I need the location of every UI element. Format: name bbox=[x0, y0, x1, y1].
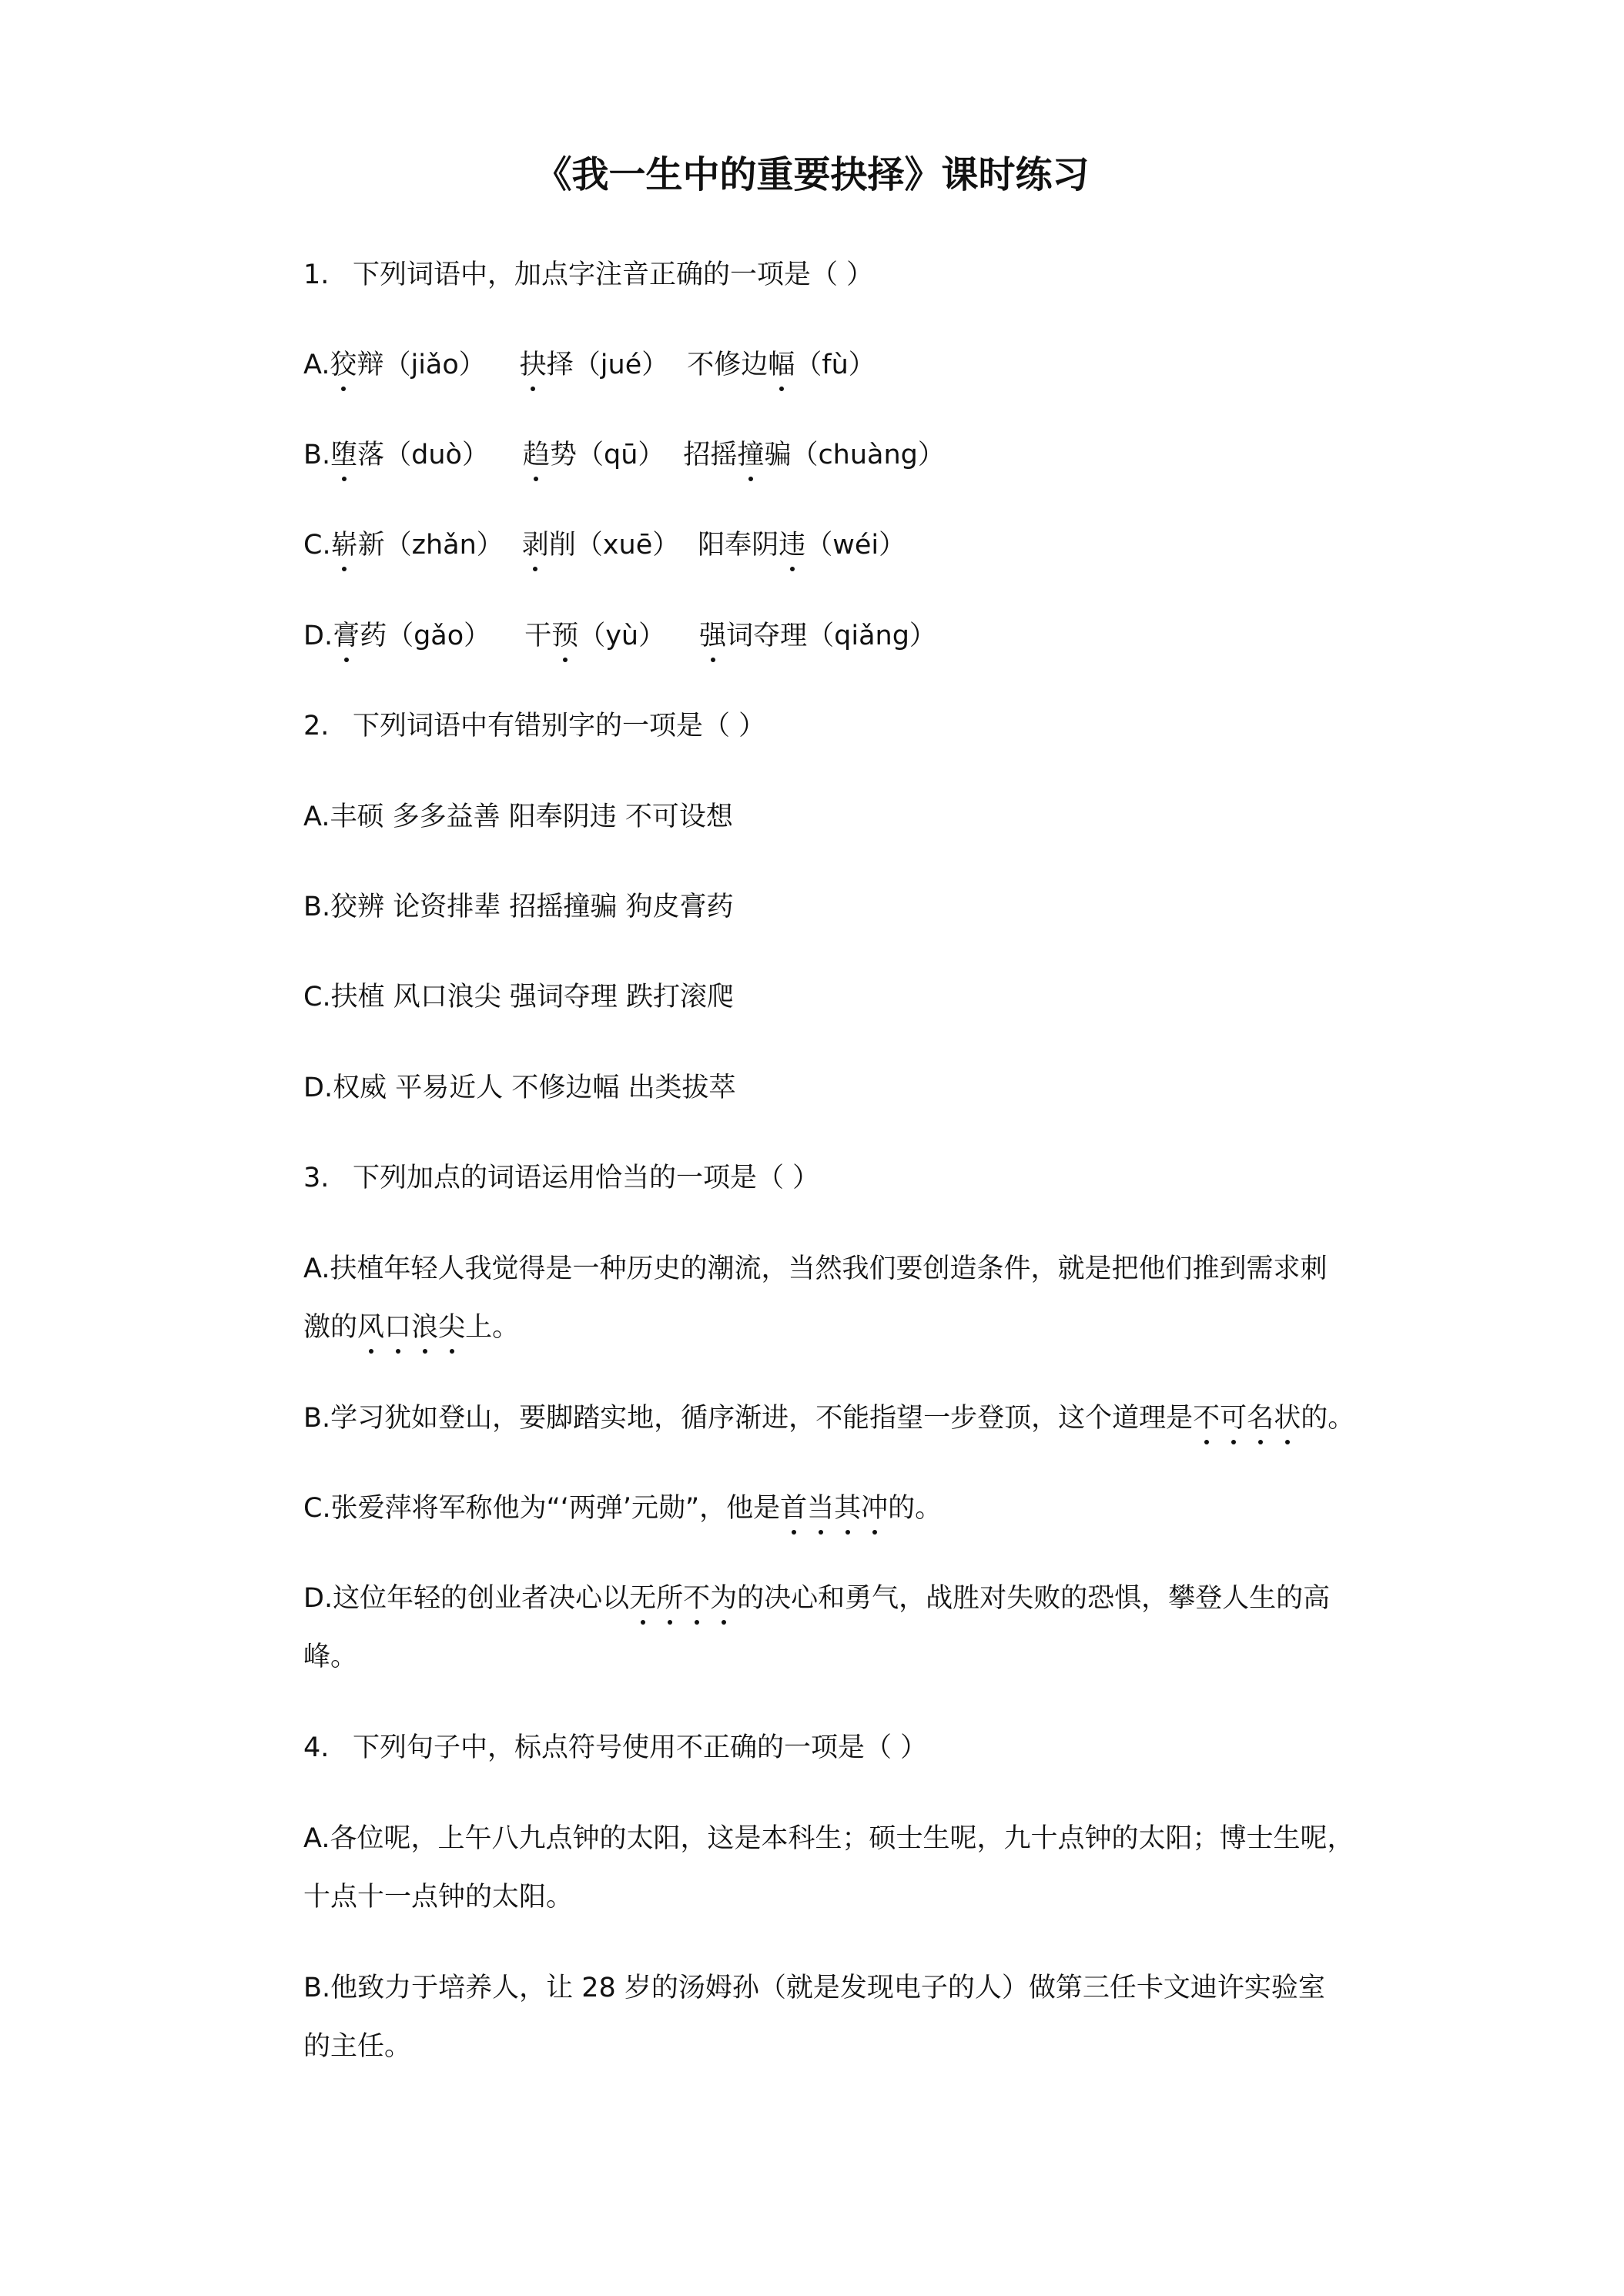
question-2-option-c: C.扶植 风口浪尖 强词夺理 跌打滚爬 bbox=[303, 982, 734, 1012]
dotted-word bbox=[357, 1312, 465, 1343]
option-text: 上。 bbox=[465, 1312, 520, 1343]
question-4-option-b-line-1: B.他致力于培养人，让 28 岁的汤姆孙（就是发现电子的人）做第三任卡文迪许实验室 bbox=[303, 1973, 1325, 2003]
option-text: 的。 bbox=[1301, 1403, 1355, 1434]
question-2-option-a: A.丰硕 多多益善 阳奉阴违 不可设想 bbox=[303, 802, 733, 832]
option-text: 势（qū） bbox=[550, 440, 665, 470]
dotted-char: 堕 bbox=[330, 432, 357, 478]
option-text: 落（duò） bbox=[357, 440, 489, 470]
dotted-char: 冲 bbox=[861, 1485, 888, 1531]
question-3-option-a-line-2 bbox=[303, 1304, 519, 1350]
dotted-char: 狡 bbox=[330, 342, 357, 388]
option-text: 干 bbox=[524, 621, 552, 651]
dotted-char: 预 bbox=[551, 613, 578, 659]
page-title: 《我一生中的重要抉择》课时练习 bbox=[534, 153, 1090, 196]
question-4-option-a-line-1: A.各位呢，上午八九点钟的太阳，这是本科生；硕士生呢，九十点钟的太阳；博士生呢， bbox=[303, 1823, 1354, 1854]
question-text: 下列句子中，标点符号使用不正确的一项是（ ） bbox=[353, 1732, 928, 1763]
dotted-char: 无 bbox=[629, 1575, 656, 1622]
option-text: 阳奉阴 bbox=[698, 530, 779, 561]
question-number: 3. bbox=[303, 1163, 330, 1193]
dotted-char: 名 bbox=[1247, 1395, 1274, 1441]
dotted-char: 当 bbox=[807, 1485, 834, 1531]
question-3-option-c bbox=[303, 1485, 942, 1531]
dotted-char: 其 bbox=[834, 1485, 861, 1531]
dotted-char: 不 bbox=[1193, 1395, 1220, 1441]
dotted-char: 崭 bbox=[331, 522, 358, 568]
dotted-char: 首 bbox=[780, 1485, 807, 1531]
question-1-option-c bbox=[303, 522, 906, 568]
dotted-char: 幅 bbox=[768, 342, 795, 388]
dotted-char: 剥 bbox=[522, 522, 549, 568]
dotted-char: 撞 bbox=[737, 432, 764, 478]
question-1-option-a bbox=[303, 342, 876, 388]
question-3-option-a-line-1: A.扶植年轻人我觉得是一种历史的潮流，当然我们要创造条件，就是把他们推到需求刺 bbox=[303, 1253, 1328, 1284]
option-text: D.这位年轻的创业者决心以 bbox=[303, 1583, 630, 1614]
question-text: 下列词语中，加点字注音正确的一项是（ ） bbox=[353, 259, 874, 290]
question-2-stem bbox=[303, 703, 765, 749]
dotted-char: 膏 bbox=[333, 613, 360, 659]
option-text: 新（zhǎn） bbox=[357, 530, 504, 561]
option-text: 词夺理（qiǎng） bbox=[726, 621, 936, 651]
question-3-option-b bbox=[303, 1395, 1354, 1441]
option-text: 激的 bbox=[303, 1312, 358, 1343]
question-4-stem bbox=[303, 1725, 927, 1771]
question-3-stem bbox=[303, 1155, 819, 1201]
dotted-char: 风 bbox=[357, 1304, 384, 1350]
option-text: （wéi） bbox=[805, 530, 906, 561]
dotted-char: 可 bbox=[1220, 1395, 1247, 1441]
option-letter: A. bbox=[303, 350, 330, 380]
dotted-word bbox=[629, 1583, 737, 1614]
question-2-option-d: D.权威 平易近人 不修边幅 出类拔萃 bbox=[303, 1073, 736, 1103]
question-3-option-d-line-2: 峰。 bbox=[303, 1642, 358, 1672]
dotted-word bbox=[1193, 1403, 1301, 1434]
question-4-option-b-line-2: 的主任。 bbox=[303, 2031, 412, 2062]
dotted-char: 违 bbox=[779, 522, 805, 568]
question-3-option-d-line-1 bbox=[303, 1575, 1330, 1622]
option-text: 的决心和勇气，战胜对失败的恐惧，攀登人生的高 bbox=[737, 1583, 1331, 1614]
dotted-char: 不 bbox=[683, 1575, 710, 1622]
option-text: 择（jué） bbox=[546, 350, 669, 380]
option-text: C.张爱萍将军称他为“‘两弹’元勋”，他是 bbox=[303, 1493, 781, 1524]
dotted-char: 所 bbox=[656, 1575, 683, 1622]
option-text: 药（gǎo） bbox=[360, 621, 491, 651]
question-4-option-a-line-2: 十点十一点钟的太阳。 bbox=[303, 1882, 574, 1913]
question-number: 4. bbox=[303, 1732, 330, 1763]
dotted-char: 抉 bbox=[520, 342, 547, 388]
option-letter: B. bbox=[303, 440, 331, 470]
question-text: 下列加点的词语运用恰当的一项是（ ） bbox=[353, 1163, 820, 1193]
question-text: 下列词语中有错别字的一项是（ ） bbox=[353, 711, 766, 741]
option-text: 招摇 bbox=[683, 440, 738, 470]
option-letter: C. bbox=[303, 530, 331, 561]
option-text: 削（xuē） bbox=[548, 530, 680, 561]
dotted-char: 强 bbox=[699, 613, 726, 659]
option-text: （fù） bbox=[795, 350, 876, 380]
option-text: 不修边 bbox=[687, 350, 768, 380]
option-text: 骗（chuàng） bbox=[764, 440, 945, 470]
option-letter: D. bbox=[303, 621, 333, 651]
option-text: （yù） bbox=[578, 621, 666, 651]
question-1-option-b bbox=[303, 432, 945, 478]
question-1-option-d bbox=[303, 613, 936, 659]
dotted-word bbox=[780, 1493, 888, 1524]
dotted-char: 口 bbox=[384, 1304, 411, 1350]
dotted-char: 尖 bbox=[438, 1304, 465, 1350]
option-text: 的。 bbox=[888, 1493, 943, 1524]
question-number: 1. bbox=[303, 259, 330, 290]
question-1-stem bbox=[303, 252, 873, 298]
dotted-char: 为 bbox=[710, 1575, 737, 1622]
dotted-char: 趋 bbox=[523, 432, 550, 478]
option-text: 辩（jiǎo） bbox=[357, 350, 486, 380]
question-number: 2. bbox=[303, 711, 330, 741]
question-2-option-b: B.狡辨 论资排辈 招摇撞骗 狗皮膏药 bbox=[303, 892, 734, 922]
dotted-char: 状 bbox=[1274, 1395, 1301, 1441]
option-text: B.学习犹如登山，要脚踏实地，循序渐进，不能指望一步登顶，这个道理是 bbox=[303, 1403, 1194, 1434]
dotted-char: 浪 bbox=[411, 1304, 438, 1350]
